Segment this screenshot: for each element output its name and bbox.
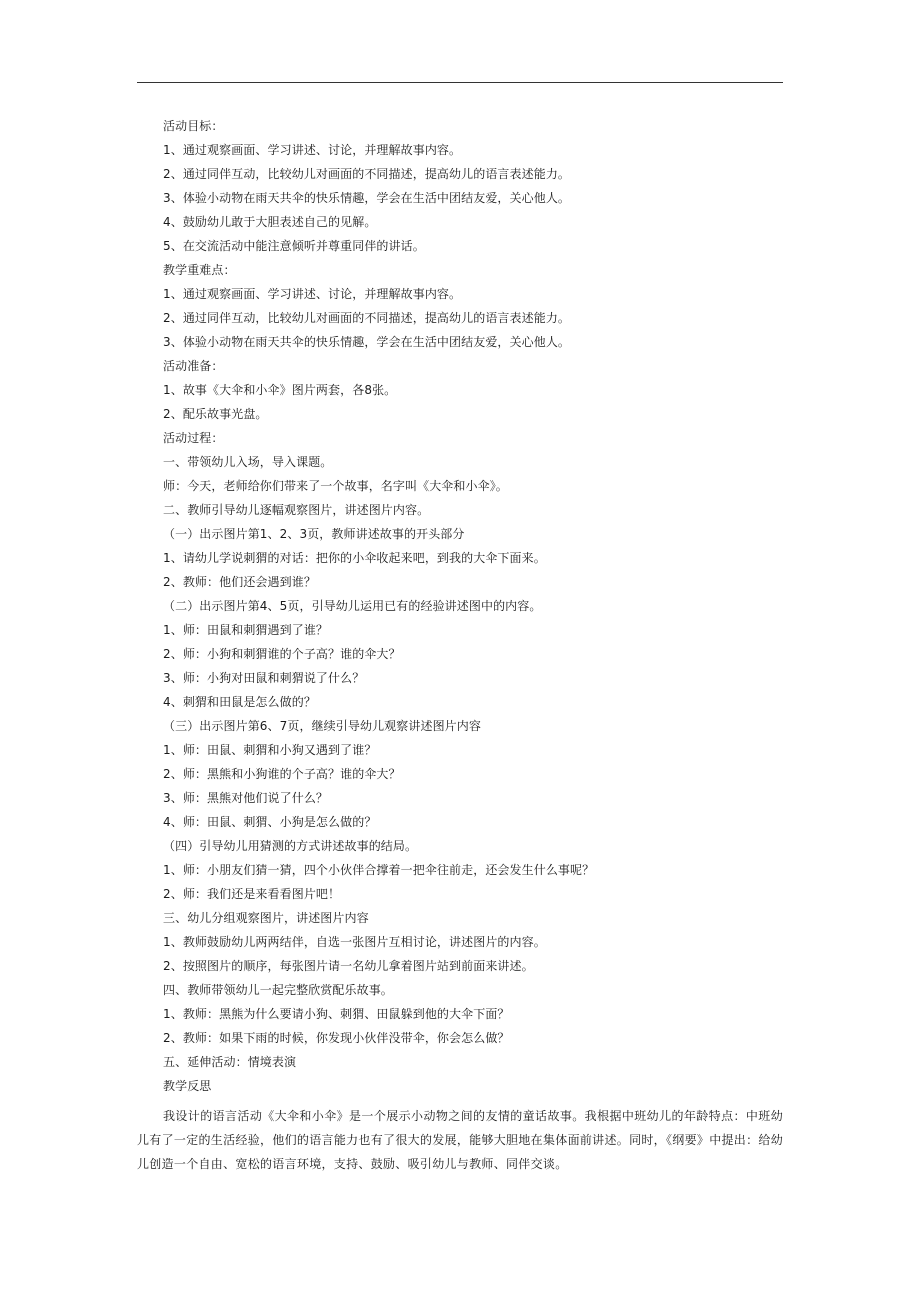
text-line: 2、通过同伴互动，比较幼儿对画面的不同描述，提高幼儿的语言表述能力。 <box>163 311 571 325</box>
text-line: 1、故事《大伞和小伞》图片两套，各8张。 <box>163 383 397 397</box>
text-line: （三）出示图片第6、7页，继续引导幼儿观察讲述图片内容 <box>163 719 481 733</box>
text-line: （一）出示图片第1、2、3页，教师讲述故事的开头部分 <box>163 527 465 541</box>
text-line: 五、延伸活动：情境表演 <box>163 1055 297 1069</box>
text-line: 四、教师带领幼儿一起完整欣赏配乐故事。 <box>163 983 393 997</box>
text-line: 二、教师引导幼儿逐幅观察图片，讲述图片内容。 <box>163 503 430 517</box>
text-line: 2、配乐故事光盘。 <box>163 407 268 421</box>
text-line: 教学重难点： <box>163 263 236 277</box>
reflection-paragraph: 我设计的语言活动《大伞和小伞》是一个展示小动物之间的友情的童话故事。我根据中班幼儿的年龄特点：中班幼儿有了一定的生活经验，他们的语言能力也有了很大的发展，能够大胆地在集体面前讲述。同时，《纲要》中提出：给幼儿创造一个自由、宽松的语言环境，支持、鼓励、吸引幼儿与教师、同伴交谈。 <box>137 1109 783 1171</box>
text-line: 2、按照图片的顺序，每张图片请一名幼儿拿着图片站到前面来讲述。 <box>163 959 534 973</box>
text-line: 教学反思 <box>163 1079 212 1093</box>
text-line: 2、教师：如果下雨的时候，你发现小伙伴没带伞，你会怎么做？ <box>163 1031 510 1045</box>
text-line: 1、通过观察画面、学习讲述、讨论，并理解故事内容。 <box>163 143 462 157</box>
text-line: 2、师：我们还是来看看图片吧！ <box>163 887 341 901</box>
text-line: （二）出示图片第4、5页，引导幼儿运用已有的经验讲述图中的内容。 <box>163 599 542 613</box>
text-line: 1、师：小朋友们猜一猜，四个小伙伴合撑着一把伞往前走，还会发生什么事呢？ <box>163 863 595 877</box>
text-line: 2、教师：他们还会遇到谁？ <box>163 575 316 589</box>
text-line: 1、通过观察画面、学习讲述、讨论，并理解故事内容。 <box>163 287 462 301</box>
text-line: 师：今天，老师给你们带来了一个故事，名字叫《大伞和小伞》。 <box>163 479 508 493</box>
text-line: 1、师：田鼠和刺猬遇到了谁？ <box>163 623 329 637</box>
text-line: 3、师：小狗对田鼠和刺猬说了什么？ <box>163 671 365 685</box>
text-line: 1、教师：黑熊为什么要请小狗、刺猬、田鼠躲到他的大伞下面？ <box>163 1007 510 1021</box>
lesson-plan-body <box>163 114 783 1098</box>
text-line: 活动过程： <box>163 431 224 445</box>
text-line: 1、请幼儿学说刺猬的对话：把你的小伞收起来吧，到我的大伞下面来。 <box>163 551 546 565</box>
text-line: 1、师：田鼠、刺猬和小狗又遇到了谁？ <box>163 743 377 757</box>
text-line: 3、师：黑熊对他们说了什么？ <box>163 791 329 805</box>
text-line: 2、师：黑熊和小狗谁的个子高？谁的伞大？ <box>163 767 401 781</box>
text-line: 3、体验小动物在雨天共伞的快乐情趣，学会在生活中团结友爱，关心他人。 <box>163 191 571 205</box>
text-line: 2、通过同伴互动，比较幼儿对画面的不同描述，提高幼儿的语言表述能力。 <box>163 167 571 181</box>
text-line: 1、教师鼓励幼儿两两结伴，自选一张图片互相讨论，讲述图片的内容。 <box>163 935 546 949</box>
text-line: 5、在交流活动中能注意倾听并尊重同伴的讲话。 <box>163 239 425 253</box>
text-line: 4、师：田鼠、刺猬、小狗是怎么做的？ <box>163 815 377 829</box>
text-line: 2、师：小狗和刺猬谁的个子高？谁的伞大？ <box>163 647 401 661</box>
text-line: 4、刺猬和田鼠是怎么做的？ <box>163 695 316 709</box>
text-line: 3、体验小动物在雨天共伞的快乐情趣，学会在生活中团结友爱，关心他人。 <box>163 335 571 349</box>
header-rule <box>137 82 783 83</box>
text-line: 一、带领幼儿入场，导入课题。 <box>163 455 333 469</box>
text-line: 活动目标： <box>163 119 224 133</box>
text-line: 三、幼儿分组观察图片，讲述图片内容 <box>163 911 369 925</box>
text-line: （四）引导幼儿用猜测的方式讲述故事的结局。 <box>163 839 418 853</box>
text-line: 活动准备： <box>163 359 224 373</box>
text-line: 4、鼓励幼儿敢于大胆表述自己的见解。 <box>163 215 377 229</box>
